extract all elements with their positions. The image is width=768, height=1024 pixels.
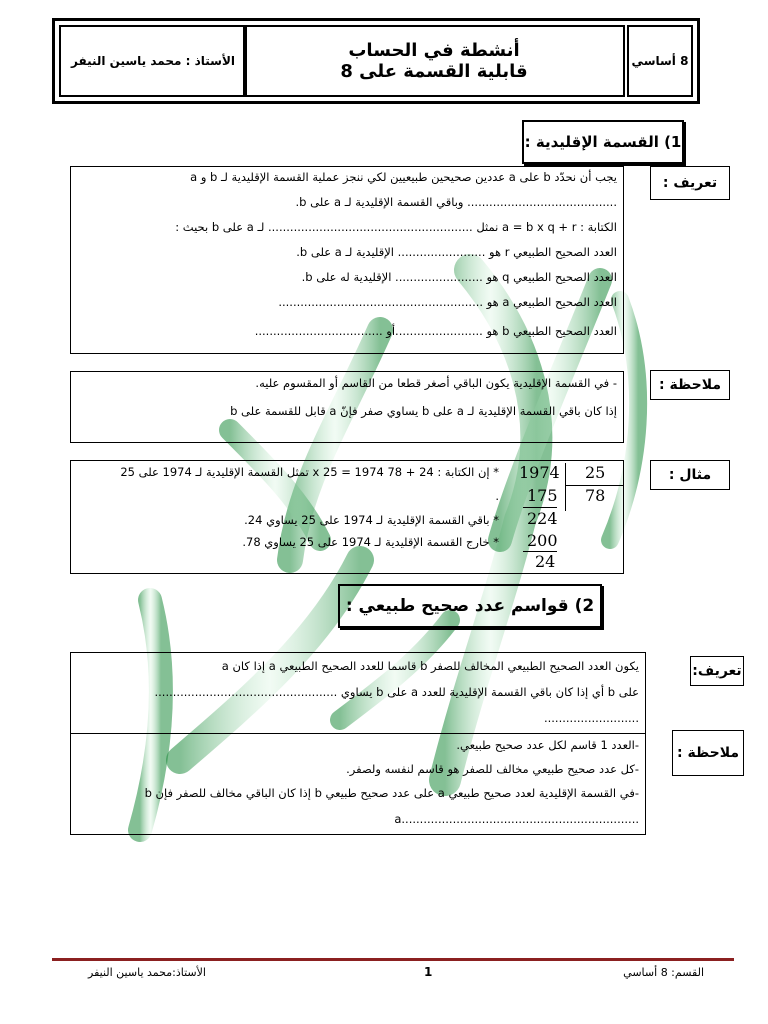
example-line: * باقي القسمة الإقليدية لـ 1974 على 25 يساوي 24. xyxy=(244,513,499,527)
definition-line: العدد الصحيح الطبيعي b هو ........................أو ................................... xyxy=(254,324,617,338)
example-line: * خارج القسمة الإقليدية لـ 1974 على 25 يساوي 78. xyxy=(242,535,499,549)
definition-label: تعريف : xyxy=(662,175,718,191)
definition-line: a و b عددين صحيحين طبيعيين لكي ننجز عملية القسمة الإقليدية لـ a على b يجب أن نحدّد xyxy=(190,170,617,184)
section2-title: 2) قواسم عدد صحيح طبيعي : xyxy=(345,596,595,616)
division-remainder: 24 xyxy=(535,552,556,571)
example-label-box xyxy=(650,460,730,490)
example-line: * إن الكتابة : 24 + 78 x 25 = 1974 تمثل القسمة الإقليدية لـ 1974 على 25 xyxy=(120,465,499,479)
example-label: مثال : xyxy=(668,467,712,483)
section1-title: 1) القسمة الإقليدية : xyxy=(524,133,682,151)
header-title-cell xyxy=(243,25,625,97)
definition-line: الكتابة : a = b x q + r نمثل ........................................................ لـ a على b بحيث : xyxy=(175,220,617,234)
note2-line: -العدد 1 قاسم لكل عدد صحيح طبيعي. xyxy=(456,738,639,752)
header-title-line2: قابلية القسمة على 8 xyxy=(340,61,528,82)
footer-teacher: الأستاذ:محمد ياسين النيفر xyxy=(88,966,206,979)
section1-title-box xyxy=(522,120,684,164)
division-dividend: 1974 xyxy=(519,463,560,482)
definition2-line: على b أي إذا كان باقي القسمة الإقليدية للعدد a على b يساوي .................................................. xyxy=(154,685,639,699)
note-box xyxy=(70,371,624,443)
division-step: 200 xyxy=(527,531,558,550)
definition-line: ......................................... وباقي القسمة الإقليدية لـ a على b. xyxy=(295,195,617,209)
footer-page-number: 1 xyxy=(424,965,433,979)
note2-label: ملاحظة : xyxy=(677,745,739,761)
note-line: إذا كان باقي القسمة الإقليدية لـ a على b يساوي صفر فإنّ a قابل للقسمة على b xyxy=(230,404,617,418)
division-step-underline xyxy=(523,507,557,508)
footer-class: القسم: 8 أساسي xyxy=(623,966,704,979)
definition-label-box xyxy=(650,166,730,200)
header-box xyxy=(52,18,700,104)
definition2-line: .......................... xyxy=(543,711,639,725)
note2-line: -كل عدد صحيح طبيعي مخالف للصفر هو قاسم لنفسه ولصفر. xyxy=(346,762,639,776)
definition2-label-box xyxy=(690,656,744,686)
note-label: ملاحظة : xyxy=(659,377,721,393)
definition-line: العدد الصحيح الطبيعي q هو ........................ الإقليدية له على b. xyxy=(301,270,617,284)
note-label-box xyxy=(650,370,730,400)
definition2-label: تعريف: xyxy=(692,663,742,679)
division-step: 175 xyxy=(527,486,558,505)
header-teacher-cell xyxy=(59,25,247,97)
note-line: - في القسمة الإقليدية يكون الباقي أصغر قطعا من القاسم أو المقسوم عليه. xyxy=(255,376,617,390)
definition2-box xyxy=(70,652,646,734)
note2-line: a................................................................. xyxy=(394,812,639,826)
example-line: . xyxy=(495,489,499,503)
note2-line: -في القسمة الإقليدية لعدد صحيح طبيعي a على عدد صحيح طبيعي b إذا كان الباقي مخالف للصفر فإن b xyxy=(144,786,639,800)
division-divisor: 25 xyxy=(585,463,606,482)
footer-rule xyxy=(52,958,734,961)
definition2-line: يكون العدد الصحيح الطبيعي المخالف للصفر b قاسما للعدد الصحيح الطبيعي a إذا كان a xyxy=(221,659,639,673)
division-quotient: 78 xyxy=(585,486,606,505)
division-step: 224 xyxy=(527,509,558,528)
long-division xyxy=(501,461,623,573)
example-box xyxy=(70,460,624,574)
definition-line: العدد الصحيح الطبيعي a هو ........................................................ xyxy=(278,295,617,309)
division-vertical-rule xyxy=(565,463,566,511)
definition-box xyxy=(70,166,624,354)
header-title-line1: أنشطة في الحساب xyxy=(348,40,520,61)
header-level-cell xyxy=(627,25,693,97)
note2-label-box xyxy=(672,730,744,776)
section2-title-box xyxy=(338,584,602,628)
note2-box xyxy=(70,733,646,835)
definition-line: العدد الصحيح الطبيعي r هو ........................ الإقليدية لـ a على b. xyxy=(296,245,617,259)
header-teacher: الأستاذ : محمد ياسين النيفر xyxy=(70,54,235,68)
header-level: 8 أساسي xyxy=(631,54,689,68)
